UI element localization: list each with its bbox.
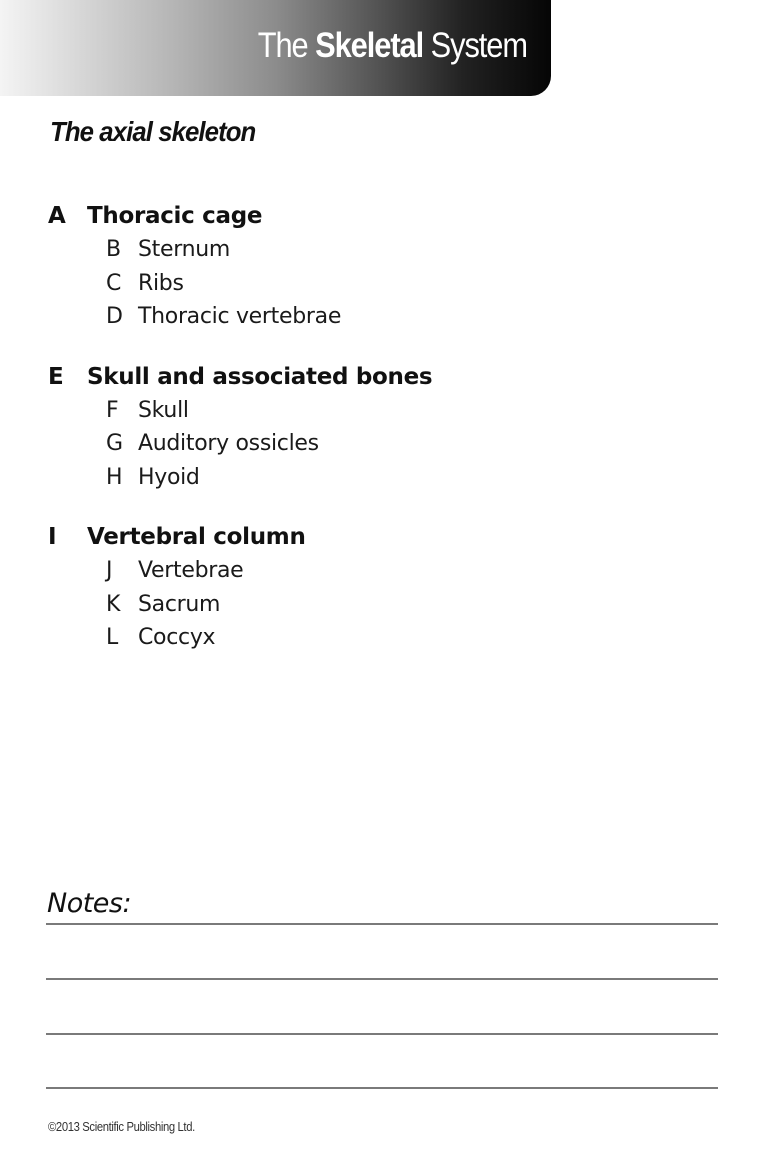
- list-item: [48, 461, 648, 495]
- item-letter: D: [106, 304, 123, 329]
- item-label: Ribs: [138, 270, 184, 296]
- list-item: [48, 588, 648, 622]
- group-heading: [48, 200, 648, 233]
- list-item: [48, 394, 648, 428]
- section-title: The axial skeleton: [50, 116, 256, 147]
- list-item: [48, 267, 648, 301]
- list-item: [48, 554, 648, 588]
- copyright-notice: ©2013 Scientific Publishing Ltd.: [48, 1120, 195, 1134]
- item-label: Auditory ossicles: [138, 431, 319, 456]
- title-suffix: System: [423, 26, 527, 65]
- list-item: [48, 621, 648, 655]
- note-line: [46, 1087, 718, 1089]
- item-letter: J: [106, 558, 113, 583]
- item-letter: H: [106, 464, 123, 490]
- group-label: Skull and associated bones: [87, 363, 433, 390]
- item-label: Skull: [138, 397, 189, 423]
- group-label: Vertebral column: [87, 524, 306, 550]
- group-heading: [48, 521, 648, 554]
- page-header-title: [258, 26, 527, 66]
- bone-groups-list: [48, 200, 648, 682]
- list-item: [48, 300, 648, 334]
- note-line: [46, 978, 718, 980]
- group-letter: A: [48, 203, 66, 229]
- item-label: Vertebrae: [138, 558, 244, 583]
- list-item: [48, 233, 648, 267]
- item-label: Thoracic vertebrae: [138, 304, 342, 329]
- item-letter: G: [106, 431, 123, 456]
- note-line: [46, 1033, 718, 1035]
- note-line: [46, 923, 718, 925]
- group-heading: [48, 361, 648, 394]
- item-label: Sacrum: [138, 591, 221, 617]
- list-item: [48, 427, 648, 461]
- group-letter: I: [48, 524, 57, 550]
- item-letter: F: [106, 397, 119, 423]
- item-letter: B: [106, 237, 121, 262]
- group-thoracic-cage: [48, 200, 648, 334]
- group-letter: E: [48, 363, 64, 390]
- item-letter: K: [106, 591, 121, 617]
- item-label: Coccyx: [138, 625, 216, 650]
- group-label: Thoracic cage: [87, 203, 263, 229]
- header-banner: [0, 0, 551, 96]
- title-bold: Skeletal: [315, 26, 424, 65]
- item-label: Sternum: [138, 237, 231, 262]
- item-letter: L: [106, 625, 118, 650]
- title-prefix: The: [257, 26, 316, 65]
- group-vertebral-column: [48, 521, 648, 655]
- group-skull: [48, 361, 648, 495]
- notes-label: Notes:: [47, 888, 132, 919]
- item-label: Hyoid: [138, 464, 200, 490]
- item-letter: C: [106, 270, 122, 296]
